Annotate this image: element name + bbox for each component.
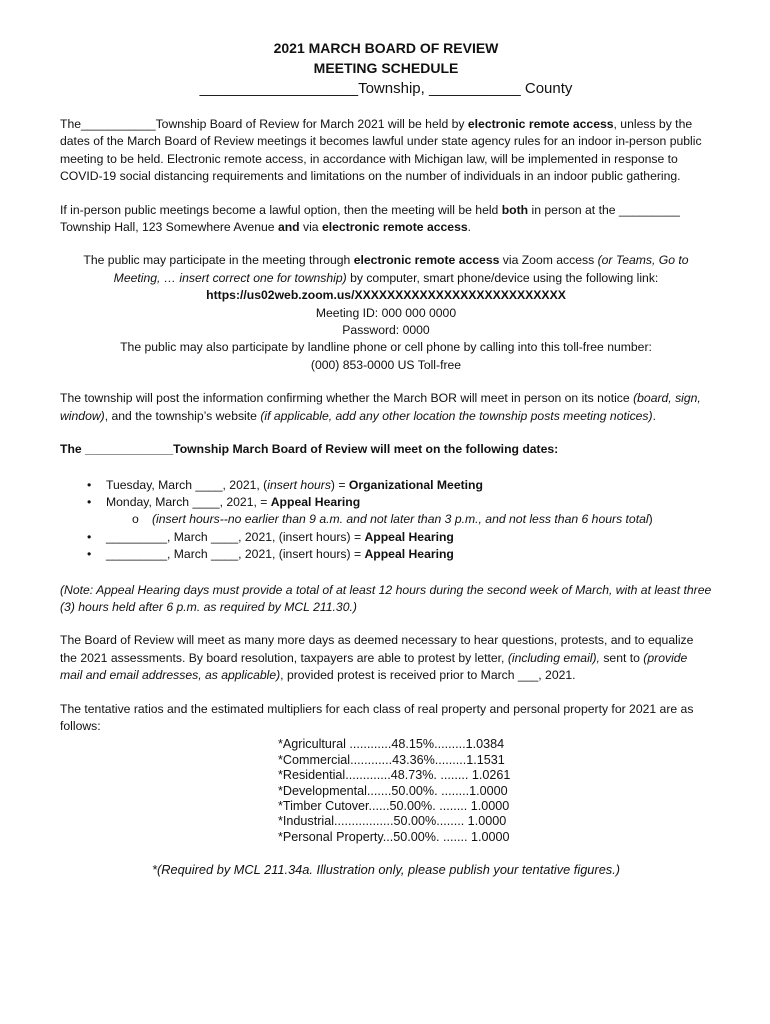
text: Township Board of Review for March 2021 will be held by xyxy=(155,117,468,131)
ratio-row: *Agricultural ............48.15%.........1.0384 xyxy=(278,737,505,752)
italic-text: insert hours xyxy=(267,477,331,492)
ratio-row: *Industrial.................50.00%........ 1.0000 xyxy=(278,814,507,829)
text: , provided protest is received prior to March ___, 2021. xyxy=(280,668,576,683)
bold-text: electronic remote access xyxy=(353,253,500,268)
bold-text: Organizational Meeting xyxy=(348,477,483,492)
ratio-row: *Residential.............48.73%. ........ 1.0261 xyxy=(278,768,511,783)
text: . xyxy=(467,220,472,235)
township-county-line: ___________________Township, ___________ County xyxy=(199,80,573,97)
list-item xyxy=(60,477,712,494)
zoom-instructions xyxy=(60,252,712,287)
text: If in-person public meetings become a lawful option, then the meeting will be held xyxy=(60,202,502,217)
hall-blank: _________ xyxy=(618,202,680,217)
appeal-note xyxy=(60,582,712,617)
township-blank: ___________ xyxy=(81,117,156,131)
list-subitem xyxy=(60,511,712,528)
text: ) xyxy=(648,512,653,527)
bold-text: Appeal Hearing xyxy=(364,529,454,544)
text: The township will post the information confirming whether the March BOR will meet in person on its notice xyxy=(60,391,634,406)
meeting-dates-list xyxy=(60,477,712,564)
italic-text: (or Teams, Go to Meeting, … insert correct one for township) xyxy=(113,253,689,285)
phone-instructions: The public may also participate by landline phone or cell phone by calling into this toll-free number: xyxy=(120,340,652,355)
text: by computer, smart phone/device using the following link: xyxy=(346,270,659,285)
document-title: 2021 MARCH BOARD OF REVIEW xyxy=(273,40,499,56)
italic-text: (insert hours--no earlier than 9 a.m. and not later than 3 p.m., and not less than 6 hours total xyxy=(152,512,649,527)
italic-text: (provide mail and email addresses, as applicable) xyxy=(60,650,688,683)
italic-text: (if applicable, add any other location the township posts meeting notices) xyxy=(260,408,653,423)
board-of-review-paragraph xyxy=(60,632,712,684)
text: Tuesday, March ____, 2021, ( xyxy=(106,477,268,492)
document-title-line2: MEETING SCHEDULE xyxy=(313,60,459,76)
text: The Board of Review will meet as many more days as deemed necessary to hear questions, protests, and to equalize the 2021 assessments. By board resolution, taxpayers are able to protest by letter, xyxy=(60,633,694,665)
intro-paragraph xyxy=(60,116,712,186)
text: sent to xyxy=(599,650,644,665)
required-footnote: *(Required by MCL 211.34a. Illustration only, please publish your tentative figures.) xyxy=(151,862,621,878)
ratios-table xyxy=(238,737,534,845)
ratio-row: *Timber Cutover......50.00%. ........ 1.0000 xyxy=(278,799,510,813)
zoom-link[interactable] xyxy=(60,287,712,304)
posting-paragraph xyxy=(60,390,712,425)
bold-text: both xyxy=(501,202,529,217)
text: _________, March ____, 2021, (insert hours) = xyxy=(106,547,365,562)
list-item xyxy=(60,494,712,511)
text: _________, March ____, 2021, (insert hours) = xyxy=(106,529,365,544)
meeting-password: Password: 0000 xyxy=(342,323,430,338)
bold-text: Appeal Hearing xyxy=(364,547,454,562)
italic-text: (board, sign, window) xyxy=(60,391,701,423)
text: via xyxy=(299,220,322,235)
text: via Zoom access xyxy=(499,253,598,268)
text: , unless by the dates of the March Board of Review meetings it becomes lawful under state agency rules for an indoor in-person public meeting to be held. Electronic remote access, in accordance with Michigan law, will be implemented in response to COVID-19 social distancing requirements and limitations on the number of individuals in an indoor public gathering. xyxy=(60,117,702,184)
text: The public may participate in the meeting through xyxy=(83,253,354,268)
in-person-paragraph xyxy=(60,202,712,237)
text: Township Hall, 123 Somewhere Avenue xyxy=(60,220,278,235)
ratio-row: *Developmental.......50.00%. ........1.0000 xyxy=(278,783,508,798)
zoom-access-block xyxy=(60,252,712,374)
text: The xyxy=(60,117,82,131)
list-item xyxy=(60,546,712,563)
ratio-row: *Commercial............43.36%.........1.1531 xyxy=(278,752,505,767)
bold-text: electronic remote access xyxy=(467,117,614,131)
ratio-row: *Personal Property...50.00%. ....... 1.0000 xyxy=(278,829,510,844)
italic-text: (including email), xyxy=(507,650,600,665)
bold-text: Appeal Hearing xyxy=(270,494,361,509)
dates-heading-text: The _____________Township March Board of Review will meet on the following dates: xyxy=(60,442,559,457)
text: , and the township’s website xyxy=(104,408,261,423)
dates-heading xyxy=(60,441,712,458)
text: Monday, March ____, 2021, = xyxy=(106,494,271,509)
zoom-link-text[interactable]: https://us02web.zoom.us/XXXXXXXXXXXXXXXXXXXXXXXXXX xyxy=(206,288,566,303)
italic-text: (Note: Appeal Hearing days must provide a total of at least 12 hours during the second week of March, with at least three (3) hours held after 6 p.m. as required by MCL 211.30.) xyxy=(60,582,712,614)
ratios-intro: The tentative ratios and the estimated multipliers for each class of real property and personal property for 2021 are as follows: xyxy=(60,701,694,733)
bold-text: electronic remote access xyxy=(321,220,468,235)
list-item xyxy=(60,529,712,546)
meeting-id: Meeting ID: 000 000 0000 xyxy=(315,305,457,320)
toll-free-number: (000) 853-0000 US Toll-free xyxy=(310,357,462,372)
text: ) = xyxy=(330,477,349,492)
text: . xyxy=(652,408,656,423)
text: in person at the xyxy=(528,202,619,217)
bold-text: and xyxy=(277,220,300,235)
